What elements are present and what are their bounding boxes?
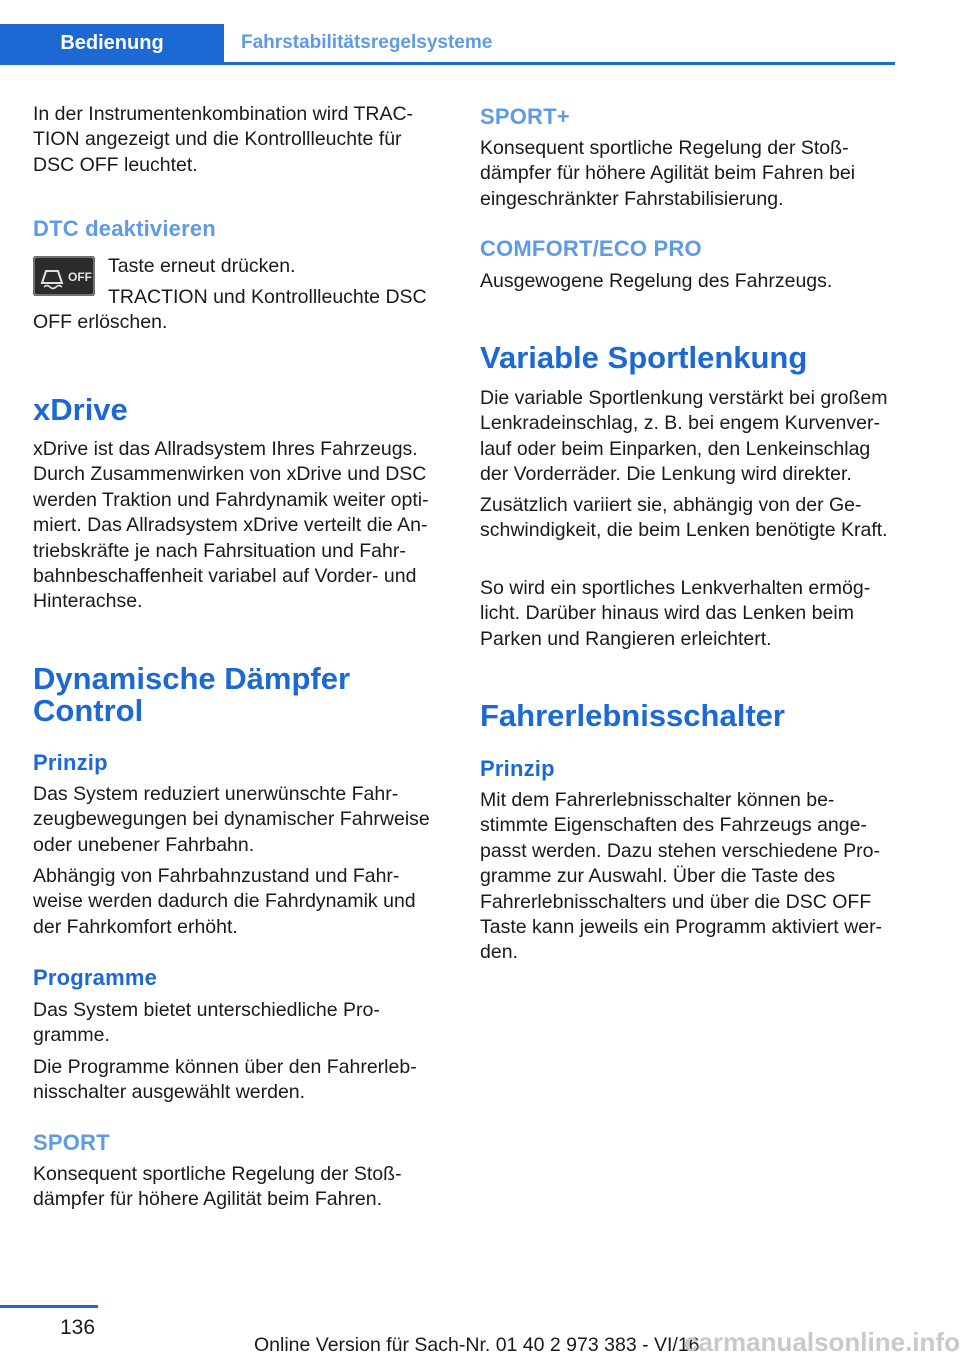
variable-sportlenkung-text-2: Zusätzlich variiert sie, abhängig von der Ge‐schwindigkeit, die beim Lenken benötigte Kraft. bbox=[480, 494, 888, 542]
variable-sportlenkung-text-1: Die variable Sportlenkung verstärkt bei großem Lenkradeinschlag, z. B. bei engem Kurvenver‐lauf oder beim Einparken, den Lenkeinschlag der Vorderräder. Die Lenkung wird direkter. bbox=[480, 387, 888, 486]
sport-text: Konsequent sportliche Regelung der Stoß‐dämpfer für höhere Agilität beim Fahren. bbox=[33, 1163, 402, 1211]
header-tab-bar bbox=[0, 24, 895, 65]
ddc-heading: Dynamische Dämpfer Control bbox=[33, 661, 351, 728]
sport-heading: SPORT bbox=[33, 1130, 110, 1155]
xdrive-heading: xDrive bbox=[33, 392, 128, 427]
variable-sportlenkung-text-3: So wird ein sportliches Lenkverhalten ermög‐licht. Darüber hinaus wird das Lenken beim Parken und Rangieren erleichtert. bbox=[480, 577, 871, 650]
watermark-logo: carmanualsonline.info bbox=[684, 1327, 960, 1357]
page-number: 136 bbox=[60, 1316, 96, 1339]
programme-text-1: Das System bietet unterschiedliche Pro‐gramme. bbox=[33, 999, 380, 1047]
tab-fahrstabilitaet[interactable]: Fahrstabilitätsregelsysteme bbox=[241, 32, 493, 53]
xdrive-text: xDrive ist das Allradsystem Ihres Fahrzeugs. Durch Zusammenwirken von xDrive und DSC werden Traktion und Fahrdynamik weiter opti‐miert. Das Allradsystem xDrive verteilt die An‐triebskräfte je nach Fahrsituation und Fahr‐bahnbeschaffenheit variabel auf Vorder- und Hinterachse. bbox=[33, 438, 429, 613]
intro-text: In der Instrumentenkombination wird TRAC‐TION angezeigt und die Kontrollleuchte für DSC OFF leuchtet. bbox=[33, 103, 414, 176]
sport-plus-text: Konsequent sportliche Regelung der Stoß‐dämpfer für höhere Agilität beim Fahren bei eingeschränkter Fahrstabilisierung. bbox=[480, 137, 856, 210]
dtc-heading: DTC deaktivieren bbox=[33, 216, 216, 241]
prinzip-text-1: Das System reduziert unerwünschte Fahr‐zeugbewegungen bei dynamischer Fahrweise oder unebener Fahrbahn. bbox=[33, 783, 430, 856]
footer-rule bbox=[0, 1305, 98, 1308]
programme-heading: Programme bbox=[33, 965, 158, 990]
sport-plus-heading: SPORT+ bbox=[480, 104, 570, 129]
fe-prinzip-heading: Prinzip bbox=[480, 756, 555, 781]
icon-off-label: OFF bbox=[68, 270, 92, 284]
prinzip-heading: Prinzip bbox=[33, 750, 108, 775]
tab-bedienung[interactable]: Bedienung bbox=[0, 24, 224, 62]
online-version-note: Online Version für Sach-Nr. 01 40 2 973 383 - VI/16 bbox=[254, 1334, 700, 1356]
comfort-heading: COMFORT/ECO PRO bbox=[480, 236, 702, 261]
comfort-text: Ausgewogene Regelung des Fahrzeugs. bbox=[480, 270, 833, 292]
prinzip-text-2: Abhängig von Fahrbahnzustand und Fahr‐weise werden dadurch die Fahrdynamik und der Fahrkomfort erhöht. bbox=[33, 865, 416, 938]
fahrerlebnisschalter-heading: Fahrerlebnisschalter bbox=[480, 698, 785, 733]
programme-text-2: Die Programme können über den Fahrerleb‐nisschalter ausgewählt werden. bbox=[33, 1056, 417, 1104]
variable-sportlenkung-heading: Variable Sportlenkung bbox=[480, 340, 808, 375]
dtc-step-1: Taste erneut drücken. bbox=[108, 255, 296, 277]
dtc-step-2: TRACTION und Kontrollleuchte DSC OFF erlöschen. bbox=[33, 286, 427, 334]
fahrerlebnisschalter-text: Mit dem Fahrerlebnisschalter können be‐stimmte Eigenschaften des Fahrzeugs ange‐passt werden. Dazu stehen verschiedene Pro‐gramme zur Auswahl. Über die Taste des Fahrerlebnisschalters und über die DSC OFF Taste kann jeweils ein Programm aktiviert wer‐den. bbox=[480, 789, 883, 964]
